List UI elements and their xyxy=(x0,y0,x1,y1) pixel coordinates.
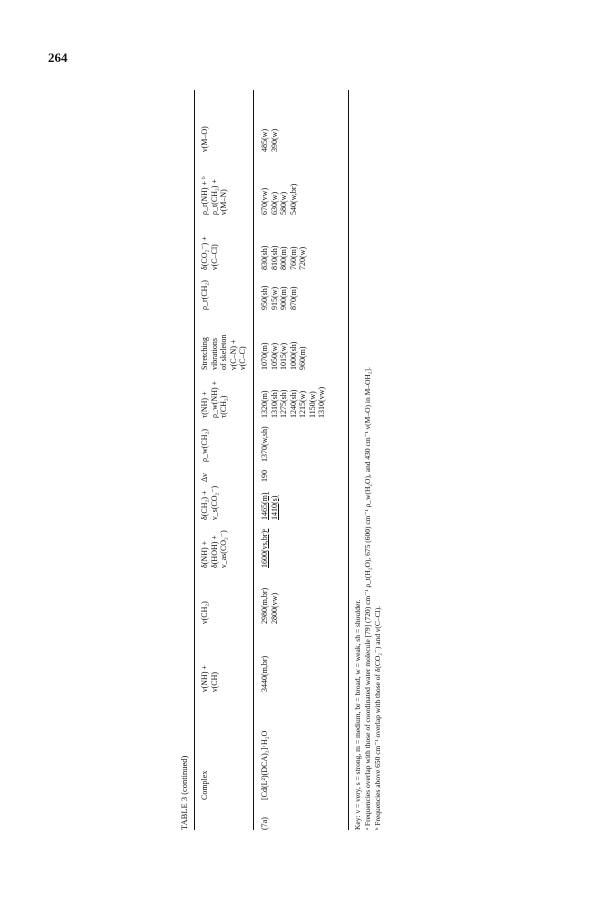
header-complex: Complex xyxy=(200,770,209,800)
cell-ch2-def: 1465(m) 1410(s) xyxy=(260,492,279,520)
header-rho-nh: ρ_r(NH) + ᵇ ρ_t(CH₂) + ν(M–N) xyxy=(200,176,228,215)
cell-rho-nh: 670(vw) 630(w) 580(w) 540(w,br) xyxy=(260,183,298,215)
table-top-rule xyxy=(194,90,195,830)
cell-rho-r: 950(sh) 915(w) 900(m) 870(m) xyxy=(260,285,298,310)
cell-nh-ch: 3440(m,br) xyxy=(260,655,269,692)
table-caption: TABLE 3 (continued) xyxy=(179,755,189,830)
header-ch2-def: δ(CH₂) + ν_s(CO₂⁻) xyxy=(200,485,219,520)
header-nh-ch: ν(NH) + ν(CH) xyxy=(200,664,219,692)
header-nu-mo: ν(M–O) xyxy=(200,126,209,152)
header-rho-w: ρ_w(CH₂) xyxy=(200,429,209,462)
page-number: 264 xyxy=(48,50,68,65)
cell-ch2: 2980(m,br) 2800(vw) xyxy=(260,587,279,624)
rotated-table xyxy=(180,90,410,830)
cell-rho-w: 1370(w,sh) xyxy=(260,426,269,462)
header-co2-def: δ(CO₂⁻) + ν(C–Cl) xyxy=(200,236,219,270)
footnote-a: ᵃ Frequencies overlap with those of coordinated water molecule [79] (720) cm⁻¹ ρ_t(H₂O), 675 (600) cm⁻¹ ρ_w(H₂O), and 430 cm⁻¹ ν(M–O) in M–OH₂]. xyxy=(363,367,372,830)
table-bottom-rule xyxy=(348,90,349,830)
cell-deform: 1600(vs,br)ᵃ xyxy=(260,528,269,568)
row-complex: [Cd(L²)(DCA)₂]·H₂O xyxy=(260,730,269,800)
cell-tau: 1320(m) 1310(sh) 1275(sh) 1240(sh) 1215(w) 1150(w) 1310(vw) xyxy=(260,386,326,418)
header-deform: δ(NH) + δ(HOH) + ν_as(CO₂⁻) xyxy=(200,530,228,568)
row-id: (7a) xyxy=(260,817,269,830)
footnote-key: Key: v = very, s = strong, m = medium, br = broad, w = weak, sh = shoulder. xyxy=(353,599,362,830)
header-tau: τ(NH) + ρ_w(NH) + τ(CH₂) xyxy=(200,380,228,418)
cell-stretching: 1070(m) 1050(w) 1015(w) 1000(sh) 960(m) xyxy=(260,341,307,370)
cell-co2-def: 830(sh) 810(sh) 800(m) 760(m) 720(w) xyxy=(260,245,307,270)
header-delta-nu: Δν xyxy=(200,473,209,482)
header-rho-r: ρ_r(CH₂) xyxy=(200,280,209,310)
header-ch2: ν(CH₂) xyxy=(200,601,209,624)
cell-nu-mo: 485(w) 390(w) xyxy=(260,128,279,152)
cell-delta-nu: 190 xyxy=(260,470,269,482)
header-stretching: Stretching vibrations of skeleton ν(C–N) + ν(C–C) xyxy=(200,334,247,370)
table-header-rule xyxy=(253,90,254,830)
footnote-b: ᵇ Frequencies above 650 cm⁻¹ overlap with those of δ(CO₂⁻) and ν(C–Cl). xyxy=(373,605,382,830)
